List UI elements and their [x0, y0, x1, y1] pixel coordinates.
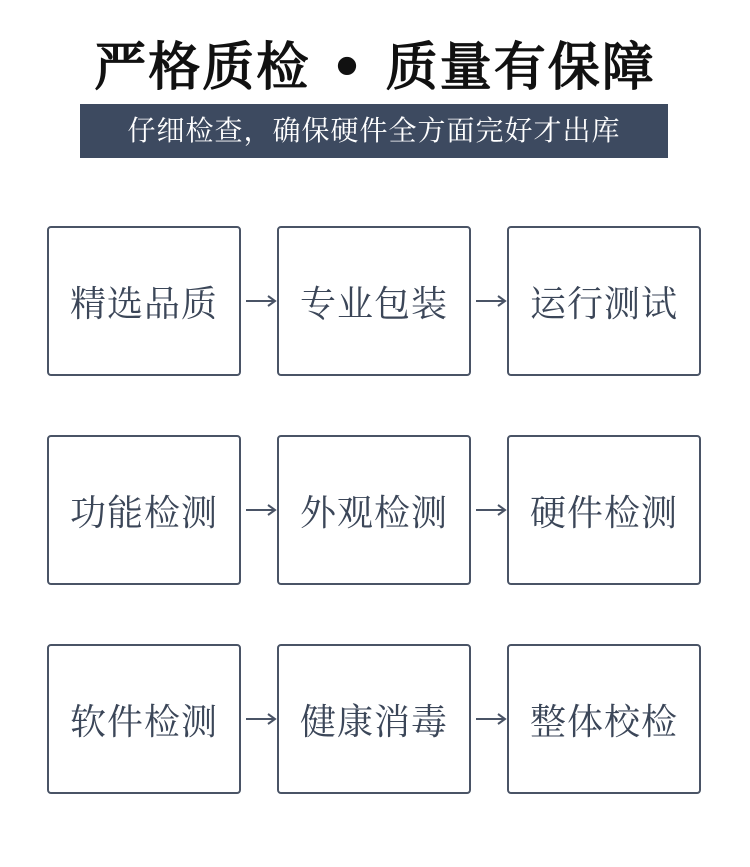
step-box: 健康消毒: [277, 644, 471, 794]
subtitle-banner: 仔细检查，确保硬件全方面完好才出库: [80, 104, 668, 158]
arrow-right-icon: [245, 294, 277, 308]
arrow-right-icon: [475, 294, 507, 308]
arrow-right-icon: [475, 712, 507, 726]
step-box: 专业包装: [277, 226, 471, 376]
step-box: 硬件检测: [507, 435, 701, 585]
arrow-right-icon: [245, 712, 277, 726]
page-title: 严格质检 • 质量有保障: [94, 38, 656, 98]
step-box: 精选品质: [47, 226, 241, 376]
step-box: 外观检测: [277, 435, 471, 585]
arrow-right-icon: [475, 503, 507, 517]
step-box: 功能检测: [47, 435, 241, 585]
step-box: 整体校检: [507, 644, 701, 794]
step-box: 运行测试: [507, 226, 701, 376]
step-box: 软件检测: [47, 644, 241, 794]
arrow-right-icon: [245, 503, 277, 517]
